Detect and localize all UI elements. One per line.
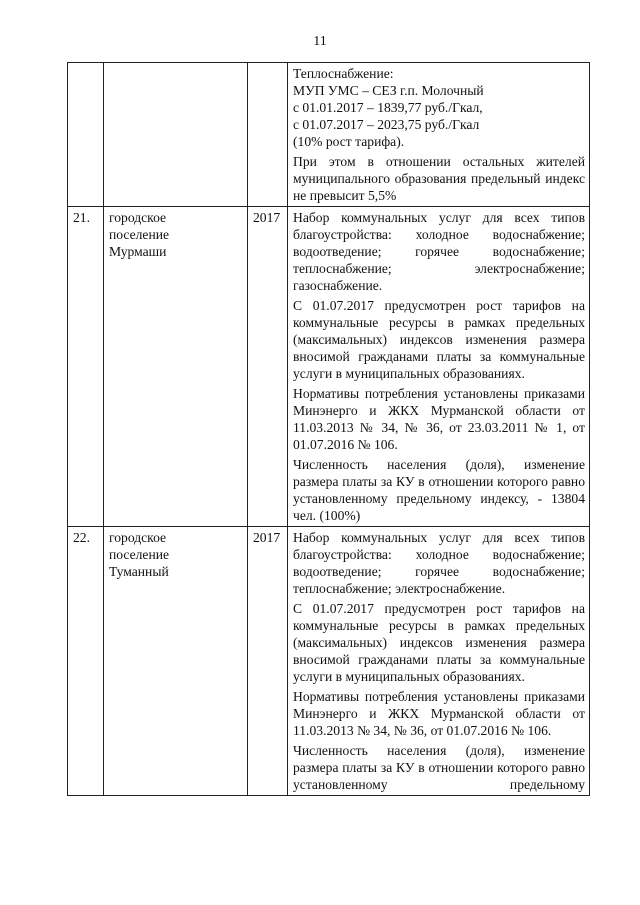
description-cell xyxy=(288,207,590,527)
description-paragraph: С 01.07.2017 предусмотрен рост тарифов на коммунальные ресурсы в рамках предельных (максимальных) индексов изменения размера вносимой гражданами платы за коммунальные услуги в муниципальных образованиях. xyxy=(293,601,585,684)
tariff-table xyxy=(67,62,590,796)
page-number: 11 xyxy=(313,34,327,49)
description-cell xyxy=(288,527,590,796)
description-paragraph: Набор коммунальных услуг для всех типов благоустройства: холодное водоснабжение; водоотведение; горячее водоснабжение; теплоснабжение; электроснабжение; газоснабжение. xyxy=(293,210,585,293)
municipality-name-line: поселение xyxy=(109,547,170,562)
description-line: (10% рост тарифа). xyxy=(293,134,405,149)
municipality-name-line: Мурмаши xyxy=(109,244,167,259)
description-paragraph: Нормативы потребления установлены приказами Минэнерго и ЖКХ Мурманской области от 11.03.2013 № 34, № 36, от 23.03.2011 № 1, от 01.07.2016 № 106. xyxy=(293,386,585,452)
description-paragraph: Численность населения (доля), изменение размера платы за КУ в отношении которого равно установленному предельному индексу, - 13804 чел. (100%) xyxy=(293,457,585,523)
description-paragraph: Численность населения (доля), изменение размера платы за КУ в отношении которого равно установленному предельному xyxy=(293,743,585,792)
municipality-cell xyxy=(104,207,248,527)
description-line: Теплоснабжение: xyxy=(293,66,394,81)
description-cell xyxy=(288,63,590,207)
municipality-name-line: городское xyxy=(109,210,167,225)
municipality-name-line: поселение xyxy=(109,227,170,242)
description-line: МУП УМС – СЕЗ г.п. Молочный xyxy=(293,83,484,98)
description-line: с 01.07.2017 – 2023,75 руб./Гкал xyxy=(293,117,480,132)
description-paragraph: При этом в отношении остальных жителей муниципального образования предельный индекс не превысит 5,5% xyxy=(293,154,585,203)
description-paragraph: Нормативы потребления установлены приказами Минэнерго и ЖКХ Мурманской области от 11.03.2013 № 34, № 36, от 01.07.2016 № 106. xyxy=(293,689,585,738)
year-cell xyxy=(248,63,288,207)
year-cell: 2017 xyxy=(248,527,288,796)
description-paragraph: С 01.07.2017 предусмотрен рост тарифов на коммунальные ресурсы в рамках предельных (максимальных) индексов изменения размера вносимой гражданами платы за коммунальные услуги в муниципальных образованиях. xyxy=(293,298,585,381)
description-line: с 01.01.2017 – 1839,77 руб./Гкал, xyxy=(293,100,483,115)
municipality-cell xyxy=(104,527,248,796)
table-row xyxy=(68,63,590,207)
row-number: 21. xyxy=(68,207,104,527)
row-number: 22. xyxy=(68,527,104,796)
table-row xyxy=(68,527,590,796)
number-cell xyxy=(68,63,104,207)
municipality-name-line: городское xyxy=(109,530,167,545)
year-cell: 2017 xyxy=(248,207,288,527)
table-row xyxy=(68,207,590,527)
municipality-name-line: Туманный xyxy=(109,564,169,579)
description-paragraph: Набор коммунальных услуг для всех типов благоустройства: холодное водоснабжение; водоотведение; горячее водоснабжение; теплоснабжение; электроснабжение. xyxy=(293,530,585,596)
municipality-cell xyxy=(104,63,248,207)
